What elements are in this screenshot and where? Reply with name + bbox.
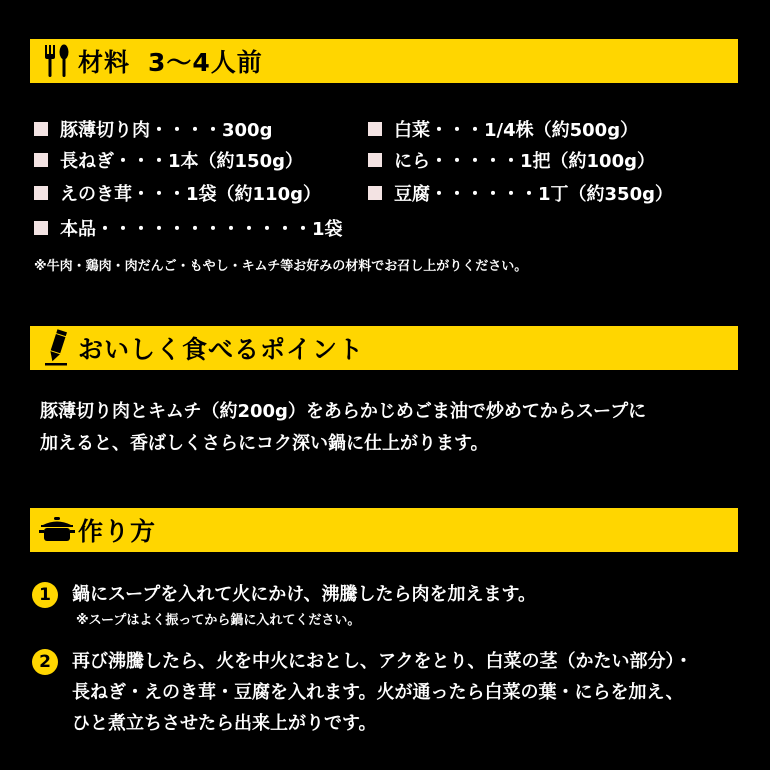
bullet-square — [34, 186, 48, 200]
steps-banner — [30, 508, 738, 552]
tips-title: おいしく食べるポイント — [78, 335, 365, 364]
ingredient-item: 白菜・・・1/4株（約500g） — [368, 114, 638, 144]
ingredients-note: ※牛肉・鶏肉・肉だんご・もやし・キムチ等お好みの材料でお召し上がりください。 — [34, 259, 528, 274]
tips-paragraph — [40, 396, 740, 460]
pot-icon — [38, 508, 76, 552]
tips-banner — [30, 326, 738, 370]
ingredients-title: 材料 3〜4人前 — [78, 48, 263, 77]
ingredient-item: 本品・・・・・・・・・・・・1袋 — [34, 213, 343, 243]
ingredients-banner — [30, 39, 738, 83]
ingredient-item: 豚薄切り肉・・・・300g — [34, 114, 272, 144]
steps-title: 作り方 — [78, 517, 157, 546]
step-line: ひと煮立ちさせたら出来上がりです。 — [72, 713, 377, 734]
step-line: 再び沸騰したら、火を中火におとし、アクをとり、白菜の茎（かたい部分）・ — [72, 651, 693, 672]
step-note: ※スープはよく振ってから鍋に入れてください。 — [76, 613, 361, 628]
bullet-square — [34, 153, 48, 167]
ingredient-item: 長ねぎ・・・1本（約150g） — [34, 145, 303, 175]
pencil-icon — [38, 326, 76, 370]
bullet-square — [368, 153, 382, 167]
step-number: 1 — [32, 582, 58, 608]
tips-line: 加えると、香ばしくさらにコク深い鍋に仕上がります。 — [40, 433, 489, 454]
ingredient-item: にら・・・・・1把（約100g） — [368, 145, 655, 175]
step-line: 長ねぎ・えのき茸・豆腐を入れます。火が通ったら白菜の葉・にらを加え、 — [72, 682, 684, 703]
step-number: 2 — [32, 649, 58, 675]
fork-spoon-icon — [38, 39, 76, 83]
bullet-square — [34, 122, 48, 136]
step-line: 鍋にスープを入れて火にかけ、沸騰したら肉を加えます。 — [72, 584, 537, 605]
ingredient-item: 豆腐・・・・・・1丁（約350g） — [368, 178, 673, 208]
bullet-square — [34, 221, 48, 235]
ingredient-item: えのき茸・・・1袋（約110g） — [34, 178, 321, 208]
tips-line: 豚薄切り肉とキムチ（約200g）をあらかじめごま油で炒めてからスープに — [40, 401, 647, 422]
servings-label: 3〜4人前 — [148, 48, 263, 77]
bullet-square — [368, 186, 382, 200]
bullet-square — [368, 122, 382, 136]
